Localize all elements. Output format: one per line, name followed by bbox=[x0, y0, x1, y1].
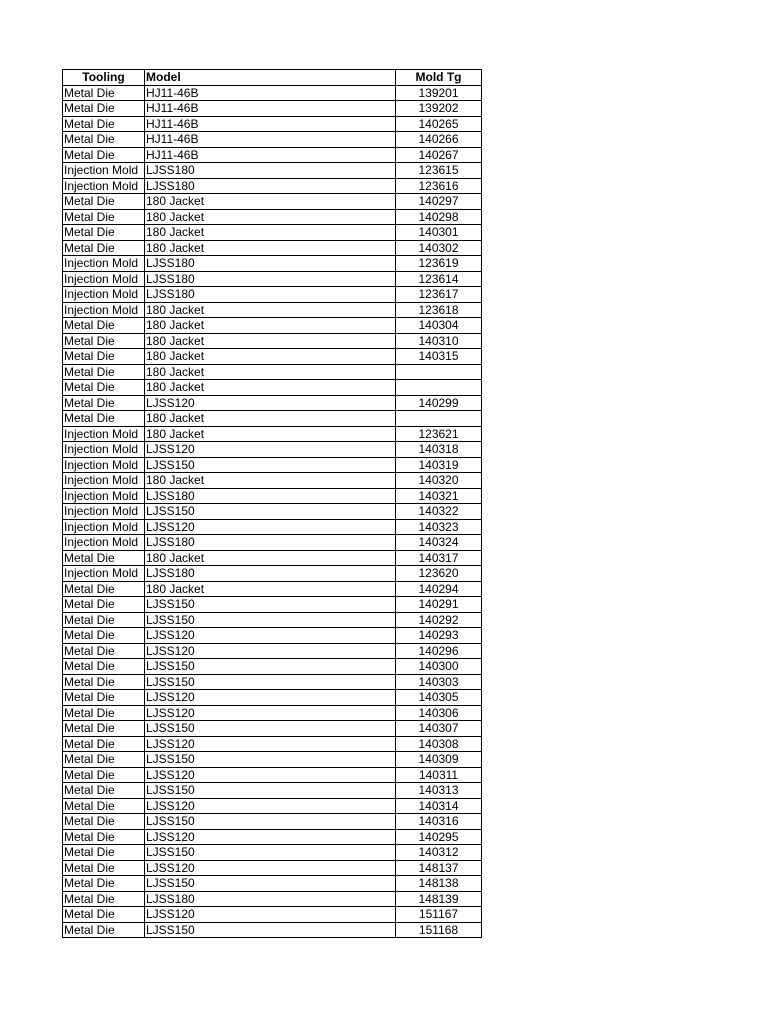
mold-tg-cell: 140295 bbox=[396, 829, 482, 845]
model-cell: LJSS120 bbox=[145, 907, 396, 923]
table-row bbox=[63, 612, 482, 628]
mold-tg-cell: 148139 bbox=[396, 891, 482, 907]
tooling-cell: Metal Die bbox=[63, 209, 145, 225]
tooling-table bbox=[62, 69, 482, 938]
mold-tg-cell: 139201 bbox=[396, 85, 482, 101]
table-row bbox=[63, 814, 482, 830]
model-cell: 180 Jacket bbox=[145, 581, 396, 597]
mold-tg-cell: 140298 bbox=[396, 209, 482, 225]
mold-tg-cell: 140301 bbox=[396, 225, 482, 241]
model-cell: HJ11-46B bbox=[145, 147, 396, 163]
model-cell: LJSS150 bbox=[145, 457, 396, 473]
tooling-cell: Metal Die bbox=[63, 194, 145, 210]
tooling-cell: Metal Die bbox=[63, 597, 145, 613]
table-header bbox=[63, 70, 482, 86]
tooling-cell: Metal Die bbox=[63, 783, 145, 799]
table-row bbox=[63, 783, 482, 799]
model-cell: 180 Jacket bbox=[145, 194, 396, 210]
model-cell: 180 Jacket bbox=[145, 240, 396, 256]
tooling-cell: Metal Die bbox=[63, 736, 145, 752]
mold-tg-cell: 123618 bbox=[396, 302, 482, 318]
table-row bbox=[63, 736, 482, 752]
model-cell: HJ11-46B bbox=[145, 132, 396, 148]
model-cell: 180 Jacket bbox=[145, 333, 396, 349]
tooling-cell: Injection Mold bbox=[63, 473, 145, 489]
model-cell: 180 Jacket bbox=[145, 426, 396, 442]
table-row bbox=[63, 333, 482, 349]
tooling-cell: Metal Die bbox=[63, 922, 145, 938]
mold-tg-cell: 140305 bbox=[396, 690, 482, 706]
model-cell: LJSS150 bbox=[145, 845, 396, 861]
mold-tg-cell: 139202 bbox=[396, 101, 482, 117]
model-cell: 180 Jacket bbox=[145, 302, 396, 318]
mold-tg-cell: 140318 bbox=[396, 442, 482, 458]
mold-tg-cell: 140294 bbox=[396, 581, 482, 597]
model-cell: LJSS120 bbox=[145, 643, 396, 659]
tooling-cell: Metal Die bbox=[63, 891, 145, 907]
tooling-cell: Metal Die bbox=[63, 829, 145, 845]
table-row bbox=[63, 752, 482, 768]
mold-tg-cell bbox=[396, 411, 482, 427]
table-row bbox=[63, 411, 482, 427]
table-row bbox=[63, 426, 482, 442]
model-cell: 180 Jacket bbox=[145, 364, 396, 380]
mold-tg-column-header: Mold Tg bbox=[396, 70, 482, 86]
mold-tg-cell: 123615 bbox=[396, 163, 482, 179]
model-cell: LJSS150 bbox=[145, 597, 396, 613]
table-row bbox=[63, 132, 482, 148]
table-row bbox=[63, 194, 482, 210]
table-row bbox=[63, 163, 482, 179]
mold-tg-cell: 140309 bbox=[396, 752, 482, 768]
mold-tg-cell: 140304 bbox=[396, 318, 482, 334]
tooling-cell: Metal Die bbox=[63, 798, 145, 814]
mold-tg-cell: 140300 bbox=[396, 659, 482, 675]
model-cell: LJSS120 bbox=[145, 519, 396, 535]
tooling-cell: Injection Mold bbox=[63, 504, 145, 520]
mold-tg-cell: 140293 bbox=[396, 628, 482, 644]
mold-tg-cell: 140308 bbox=[396, 736, 482, 752]
model-cell: LJSS150 bbox=[145, 814, 396, 830]
mold-tg-cell: 140303 bbox=[396, 674, 482, 690]
table-row bbox=[63, 473, 482, 489]
table-row bbox=[63, 101, 482, 117]
tooling-cell: Metal Die bbox=[63, 612, 145, 628]
model-cell: LJSS150 bbox=[145, 612, 396, 628]
table-row bbox=[63, 287, 482, 303]
table-row bbox=[63, 690, 482, 706]
tooling-cell: Injection Mold bbox=[63, 488, 145, 504]
table-row bbox=[63, 457, 482, 473]
mold-tg-cell: 123620 bbox=[396, 566, 482, 582]
tooling-cell: Metal Die bbox=[63, 628, 145, 644]
model-cell: HJ11-46B bbox=[145, 116, 396, 132]
mold-tg-cell: 140314 bbox=[396, 798, 482, 814]
tooling-cell: Metal Die bbox=[63, 721, 145, 737]
model-cell: LJSS120 bbox=[145, 736, 396, 752]
mold-tg-cell: 140306 bbox=[396, 705, 482, 721]
table-body bbox=[63, 85, 482, 938]
table-row bbox=[63, 519, 482, 535]
model-cell: LJSS150 bbox=[145, 504, 396, 520]
model-cell: 180 Jacket bbox=[145, 349, 396, 365]
table-row bbox=[63, 240, 482, 256]
model-cell: LJSS150 bbox=[145, 783, 396, 799]
table-row bbox=[63, 674, 482, 690]
tooling-cell: Injection Mold bbox=[63, 426, 145, 442]
tooling-cell: Metal Die bbox=[63, 550, 145, 566]
table-row bbox=[63, 643, 482, 659]
mold-tg-cell: 140313 bbox=[396, 783, 482, 799]
table-row bbox=[63, 225, 482, 241]
tooling-cell: Metal Die bbox=[63, 85, 145, 101]
table-row bbox=[63, 535, 482, 551]
table-row bbox=[63, 550, 482, 566]
model-cell: 180 Jacket bbox=[145, 473, 396, 489]
tooling-cell: Metal Die bbox=[63, 659, 145, 675]
table-row bbox=[63, 442, 482, 458]
tooling-cell: Injection Mold bbox=[63, 302, 145, 318]
tooling-cell: Metal Die bbox=[63, 101, 145, 117]
tooling-cell: Injection Mold bbox=[63, 287, 145, 303]
model-cell: 180 Jacket bbox=[145, 209, 396, 225]
table-row bbox=[63, 597, 482, 613]
tooling-cell: Metal Die bbox=[63, 845, 145, 861]
tooling-cell: Injection Mold bbox=[63, 256, 145, 272]
tooling-cell: Metal Die bbox=[63, 876, 145, 892]
model-column-header: Model bbox=[145, 70, 396, 86]
mold-tg-cell: 140302 bbox=[396, 240, 482, 256]
mold-tg-cell: 140315 bbox=[396, 349, 482, 365]
table-row bbox=[63, 628, 482, 644]
table-row bbox=[63, 318, 482, 334]
table-row bbox=[63, 845, 482, 861]
table-row bbox=[63, 581, 482, 597]
model-cell: LJSS120 bbox=[145, 705, 396, 721]
tooling-cell: Metal Die bbox=[63, 333, 145, 349]
table-row bbox=[63, 504, 482, 520]
model-cell: LJSS120 bbox=[145, 628, 396, 644]
tooling-cell: Metal Die bbox=[63, 814, 145, 830]
mold-tg-cell: 151167 bbox=[396, 907, 482, 923]
mold-tg-cell: 140292 bbox=[396, 612, 482, 628]
model-cell: 180 Jacket bbox=[145, 380, 396, 396]
table-row bbox=[63, 721, 482, 737]
mold-tg-cell: 140322 bbox=[396, 504, 482, 520]
tooling-cell: Injection Mold bbox=[63, 519, 145, 535]
tooling-cell: Metal Die bbox=[63, 705, 145, 721]
mold-tg-cell: 140320 bbox=[396, 473, 482, 489]
table-row bbox=[63, 566, 482, 582]
tooling-cell: Metal Die bbox=[63, 349, 145, 365]
model-cell: LJSS120 bbox=[145, 829, 396, 845]
table-row bbox=[63, 147, 482, 163]
table-row bbox=[63, 876, 482, 892]
tooling-cell: Metal Die bbox=[63, 752, 145, 768]
tooling-cell: Metal Die bbox=[63, 411, 145, 427]
mold-tg-cell bbox=[396, 380, 482, 396]
mold-tg-cell: 140297 bbox=[396, 194, 482, 210]
tooling-cell: Metal Die bbox=[63, 767, 145, 783]
mold-tg-cell: 140312 bbox=[396, 845, 482, 861]
model-cell: LJSS180 bbox=[145, 488, 396, 504]
header-row bbox=[63, 70, 482, 86]
table-row bbox=[63, 829, 482, 845]
model-cell: LJSS150 bbox=[145, 752, 396, 768]
model-cell: LJSS120 bbox=[145, 690, 396, 706]
table-row bbox=[63, 907, 482, 923]
tooling-cell: Injection Mold bbox=[63, 178, 145, 194]
table-row bbox=[63, 922, 482, 938]
model-cell: 180 Jacket bbox=[145, 318, 396, 334]
tooling-cell: Injection Mold bbox=[63, 457, 145, 473]
mold-tg-cell: 140296 bbox=[396, 643, 482, 659]
table-row bbox=[63, 395, 482, 411]
tooling-cell: Metal Die bbox=[63, 860, 145, 876]
table-row bbox=[63, 659, 482, 675]
tooling-cell: Metal Die bbox=[63, 395, 145, 411]
mold-tg-cell: 140324 bbox=[396, 535, 482, 551]
mold-tg-cell: 151168 bbox=[396, 922, 482, 938]
table-row bbox=[63, 209, 482, 225]
tooling-cell: Injection Mold bbox=[63, 442, 145, 458]
mold-tg-cell: 140316 bbox=[396, 814, 482, 830]
table-row bbox=[63, 705, 482, 721]
model-cell: HJ11-46B bbox=[145, 101, 396, 117]
model-cell: LJSS180 bbox=[145, 535, 396, 551]
table-row bbox=[63, 364, 482, 380]
mold-tg-cell: 123616 bbox=[396, 178, 482, 194]
model-cell: LJSS120 bbox=[145, 860, 396, 876]
mold-tg-cell: 140266 bbox=[396, 132, 482, 148]
model-cell: 180 Jacket bbox=[145, 225, 396, 241]
table-row bbox=[63, 85, 482, 101]
table-row bbox=[63, 488, 482, 504]
mold-tg-cell: 140311 bbox=[396, 767, 482, 783]
tooling-cell: Metal Die bbox=[63, 225, 145, 241]
tooling-cell: Injection Mold bbox=[63, 271, 145, 287]
model-cell: LJSS150 bbox=[145, 876, 396, 892]
tooling-column-header: Tooling bbox=[63, 70, 145, 86]
mold-tg-cell: 123617 bbox=[396, 287, 482, 303]
model-cell: LJSS150 bbox=[145, 659, 396, 675]
mold-tg-cell: 148137 bbox=[396, 860, 482, 876]
mold-tg-cell: 123621 bbox=[396, 426, 482, 442]
model-cell: LJSS180 bbox=[145, 287, 396, 303]
model-cell: LJSS180 bbox=[145, 566, 396, 582]
table-row bbox=[63, 178, 482, 194]
tooling-cell: Metal Die bbox=[63, 116, 145, 132]
model-cell: LJSS120 bbox=[145, 767, 396, 783]
tooling-cell: Metal Die bbox=[63, 318, 145, 334]
mold-tg-cell: 140321 bbox=[396, 488, 482, 504]
model-cell: LJSS120 bbox=[145, 442, 396, 458]
tooling-cell: Metal Die bbox=[63, 907, 145, 923]
model-cell: LJSS180 bbox=[145, 163, 396, 179]
table-row bbox=[63, 891, 482, 907]
model-cell: LJSS120 bbox=[145, 798, 396, 814]
model-cell: LJSS180 bbox=[145, 271, 396, 287]
table-row bbox=[63, 767, 482, 783]
model-cell: LJSS180 bbox=[145, 178, 396, 194]
tooling-cell: Metal Die bbox=[63, 643, 145, 659]
mold-tg-cell: 140319 bbox=[396, 457, 482, 473]
tooling-cell: Metal Die bbox=[63, 132, 145, 148]
model-cell: LJSS120 bbox=[145, 395, 396, 411]
tooling-cell: Metal Die bbox=[63, 147, 145, 163]
table-row bbox=[63, 860, 482, 876]
tooling-cell: Metal Die bbox=[63, 364, 145, 380]
table-row bbox=[63, 271, 482, 287]
tooling-cell: Metal Die bbox=[63, 690, 145, 706]
tooling-cell: Metal Die bbox=[63, 380, 145, 396]
table-row bbox=[63, 302, 482, 318]
model-cell: 180 Jacket bbox=[145, 550, 396, 566]
tooling-cell: Metal Die bbox=[63, 240, 145, 256]
tooling-cell: Injection Mold bbox=[63, 566, 145, 582]
model-cell: 180 Jacket bbox=[145, 411, 396, 427]
table-row bbox=[63, 116, 482, 132]
mold-tg-cell: 140265 bbox=[396, 116, 482, 132]
mold-tg-cell: 140267 bbox=[396, 147, 482, 163]
mold-tg-cell: 140307 bbox=[396, 721, 482, 737]
mold-tg-cell: 140310 bbox=[396, 333, 482, 349]
tooling-cell: Injection Mold bbox=[63, 535, 145, 551]
mold-tg-cell: 140323 bbox=[396, 519, 482, 535]
mold-tg-cell: 140317 bbox=[396, 550, 482, 566]
tooling-cell: Injection Mold bbox=[63, 163, 145, 179]
model-cell: LJSS150 bbox=[145, 922, 396, 938]
tooling-cell: Metal Die bbox=[63, 674, 145, 690]
model-cell: LJSS150 bbox=[145, 674, 396, 690]
model-cell: LJSS180 bbox=[145, 256, 396, 272]
mold-tg-cell: 140291 bbox=[396, 597, 482, 613]
table-row bbox=[63, 798, 482, 814]
model-cell: HJ11-46B bbox=[145, 85, 396, 101]
mold-tg-cell bbox=[396, 364, 482, 380]
table-row bbox=[63, 349, 482, 365]
model-cell: LJSS180 bbox=[145, 891, 396, 907]
mold-tg-cell: 123619 bbox=[396, 256, 482, 272]
mold-tg-cell: 148138 bbox=[396, 876, 482, 892]
mold-tg-cell: 140299 bbox=[396, 395, 482, 411]
model-cell: LJSS150 bbox=[145, 721, 396, 737]
table-row bbox=[63, 380, 482, 396]
mold-tg-cell: 123614 bbox=[396, 271, 482, 287]
table-row bbox=[63, 256, 482, 272]
tooling-cell: Metal Die bbox=[63, 581, 145, 597]
